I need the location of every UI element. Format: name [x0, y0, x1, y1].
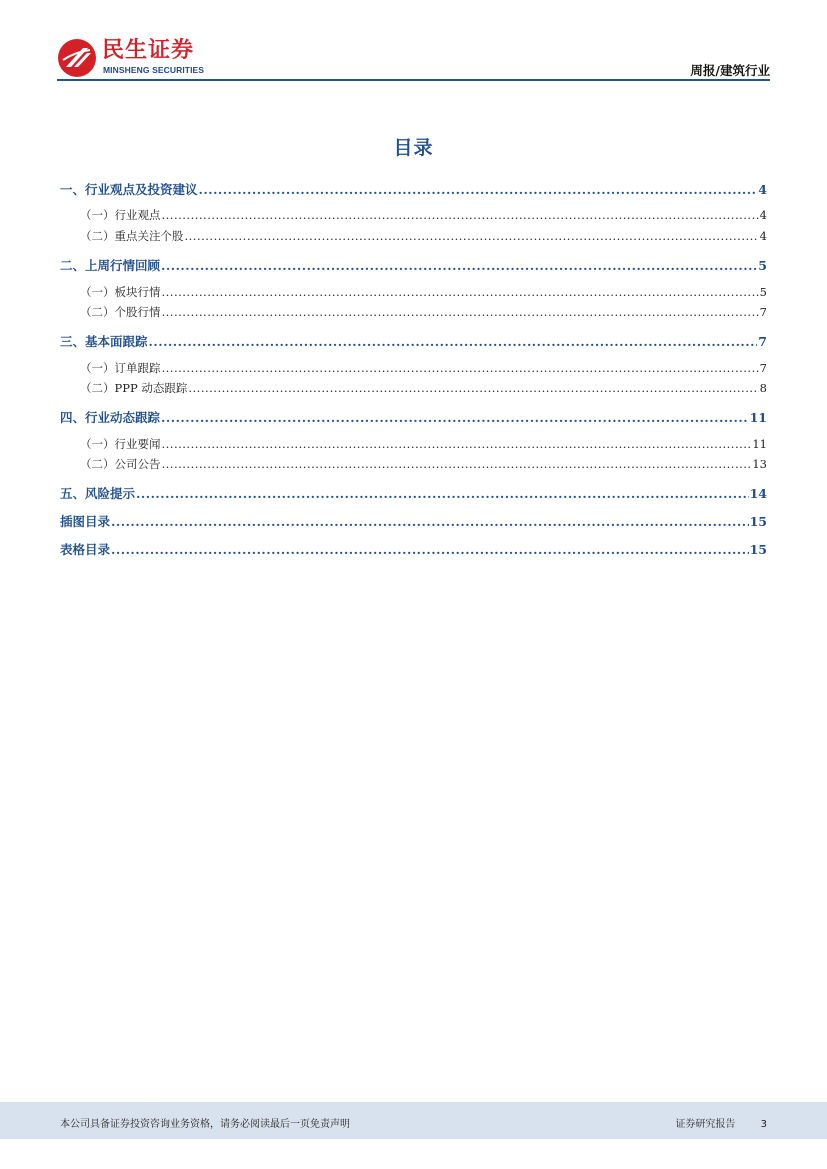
toc-subsection-link[interactable] [60, 304, 767, 324]
page-number: 3 [760, 1119, 767, 1130]
toc-entry-page: 13 [752, 457, 767, 471]
toc-entry-label: 插图目录 [60, 514, 111, 529]
toc-entry-page: 14 [749, 486, 767, 501]
toc-dot-leader [111, 514, 749, 529]
toc-dot-leader [162, 285, 759, 299]
toc-dot-leader [185, 229, 759, 243]
minsheng-logo-icon [57, 38, 97, 78]
toc-entry-label: （一）行业观点 [80, 208, 161, 222]
toc-subsection-link[interactable] [60, 284, 767, 304]
toc-entry-page: 11 [749, 410, 767, 425]
toc-entry-label: 四、行业动态跟踪 [60, 410, 161, 425]
toc-entry-page: 7 [759, 305, 767, 319]
toc-dot-leader [162, 437, 752, 451]
footer-right [675, 1115, 767, 1130]
toc-entry-page: 5 [758, 258, 767, 273]
toc-entry-page: 5 [759, 285, 767, 299]
toc-entry-label: 三、基本面跟踪 [60, 334, 148, 349]
toc-dot-leader [136, 486, 749, 501]
toc-entry-page: 7 [758, 334, 767, 349]
toc-section-link[interactable] [60, 540, 767, 560]
toc-dot-leader [199, 182, 758, 197]
footer-disclaimer: 本公司具备证券投资咨询业务资格，请务必阅读最后一页免责声明 [60, 1119, 350, 1130]
report-type-label: 周报/建筑行业 [690, 63, 770, 78]
toc-entry-label: （二）PPP 动态跟踪 [80, 381, 188, 395]
toc-entry-page: 8 [759, 381, 767, 395]
toc-title: 目录 [393, 137, 434, 159]
logo-chinese-name: 民生证券 [102, 38, 195, 63]
toc-entry-label: （二）个股行情 [80, 305, 161, 319]
toc-entry-page: 7 [759, 361, 767, 375]
toc-section-link[interactable] [60, 408, 767, 428]
toc-entry-label: （二）重点关注个股 [80, 229, 184, 243]
toc-entry-page: 4 [759, 208, 767, 222]
toc-entry-page: 4 [759, 229, 767, 243]
toc-section-link[interactable] [60, 484, 767, 504]
toc-dot-leader [162, 208, 759, 222]
toc-entry-label: （一）行业要闻 [80, 437, 161, 451]
toc-subsection-link[interactable] [60, 360, 767, 380]
header-divider [57, 79, 770, 81]
toc-subsection-link[interactable] [60, 456, 767, 476]
toc-dot-leader [162, 305, 759, 319]
page-header [57, 30, 770, 82]
toc-entry-page: 11 [752, 437, 767, 451]
toc-entry-label: 二、上周行情回顾 [60, 258, 161, 273]
toc-entry-label: （一）板块行情 [80, 285, 161, 299]
toc-subsection-link[interactable] [60, 228, 767, 248]
toc-section-link[interactable] [60, 512, 767, 532]
toc-dot-leader [161, 410, 749, 425]
toc-dot-leader [149, 334, 758, 349]
toc-entry-page: 4 [758, 182, 767, 197]
toc-subsection-link[interactable] [60, 207, 767, 227]
toc-dot-leader [162, 361, 759, 375]
toc-subsection-link[interactable] [60, 436, 767, 456]
toc-entry-label: （二）公司公告 [80, 457, 161, 471]
toc-entry-page: 15 [749, 514, 767, 529]
toc-entry-label: （一）订单跟踪 [80, 361, 161, 375]
footer-doc-type: 证券研究报告 [675, 1119, 736, 1130]
logo-english-name: MINSHENG SECURITIES [103, 65, 205, 75]
toc-entry-label: 一、行业观点及投资建议 [60, 182, 198, 197]
toc-subsection-link[interactable] [60, 380, 767, 400]
toc-dot-leader [111, 542, 749, 557]
toc-section-link[interactable] [60, 180, 767, 200]
toc-entry-label: 五、风险提示 [60, 486, 136, 501]
toc-dot-leader [188, 381, 758, 395]
page-footer [0, 1102, 827, 1139]
toc-section-link[interactable] [60, 332, 767, 352]
toc-entry-page: 15 [749, 542, 767, 557]
toc-entry-label: 表格目录 [60, 542, 111, 557]
toc-dot-leader [162, 457, 752, 471]
company-logo [57, 38, 217, 78]
toc-section-link[interactable] [60, 256, 767, 276]
toc-dot-leader [161, 258, 757, 273]
